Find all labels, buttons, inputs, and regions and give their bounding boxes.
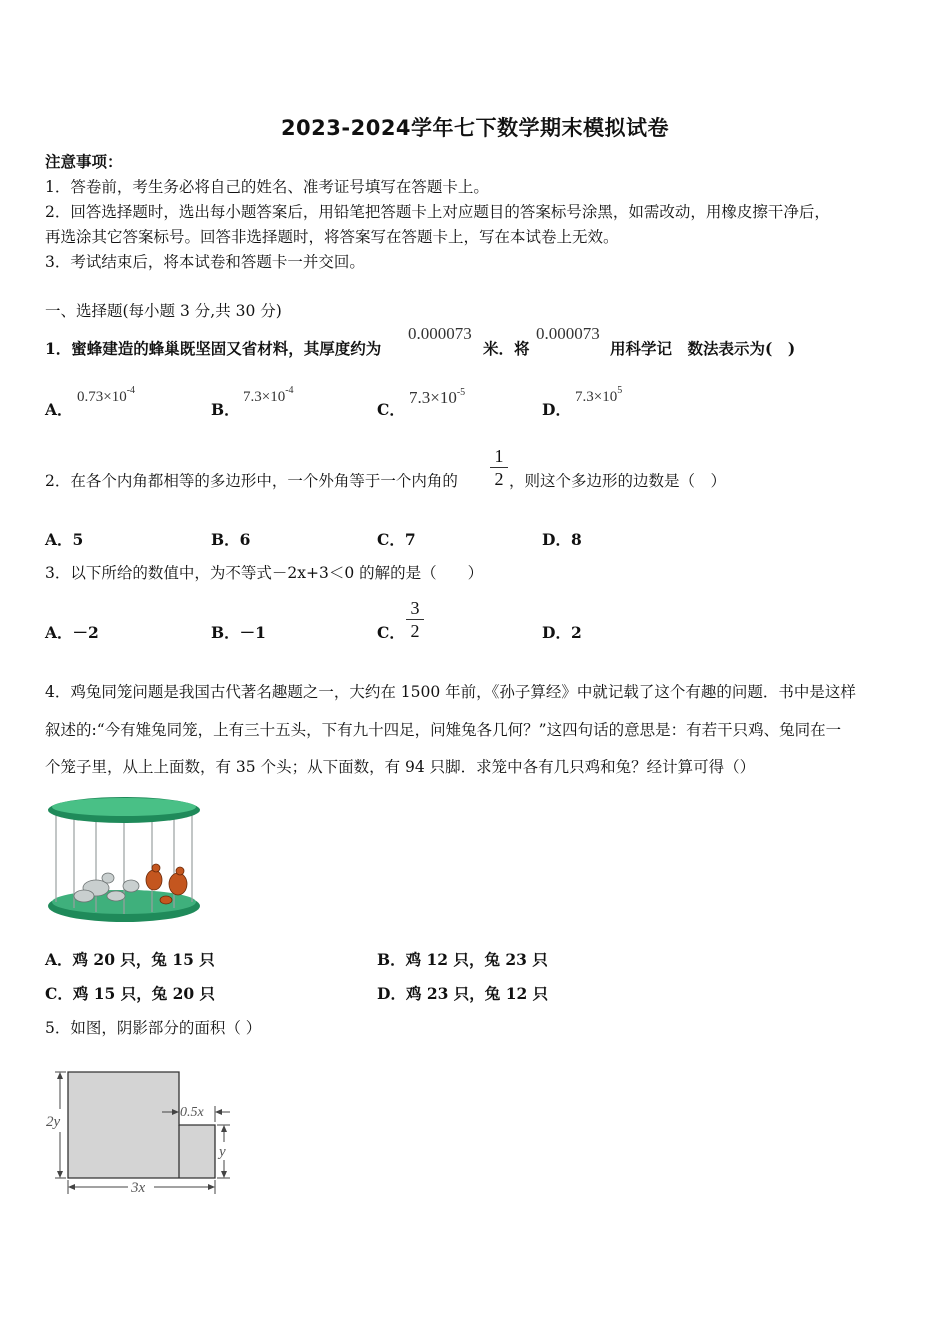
q1-option-b-label: B． (211, 400, 240, 419)
notice-line: 2．回答选择题时，选出每小题答案后，用铅笔把答题卡上对应题目的答案标号涂黑，如需改动，用橡皮擦干净后， (45, 203, 830, 221)
q1-option-c-value: $7.3\times 10^{-5}$ (409, 387, 466, 407)
label-y: y (219, 1144, 226, 1160)
section-heading: 一、选择题(每小题 3 分,共 30 分) (45, 302, 282, 320)
notice-heading: 注意事项： (45, 152, 123, 171)
q3-option-a: A．－2 (45, 623, 99, 642)
q4-stem-line: 4．鸡兔同笼问题是我国古代著名趣题之一，大约在 1500 年前，《孙子算经》中就记载了这个有趣的问题．书中是这样 (45, 683, 856, 701)
q3-option-d: D．2 (542, 623, 582, 642)
q2-option-c: C．7 (377, 530, 416, 549)
q5-stem: 5．如图，阴影部分的面积（ ） (45, 1019, 262, 1037)
q3-fraction: $\frac{3}{2}$ (406, 597, 424, 642)
q1-number-2: 0.000073 (536, 324, 600, 343)
q3-stem: 3．以下所给的数值中，为不等式－2x+3＜0 的解的是（ ） (45, 564, 484, 582)
q2-option-d: D．8 (542, 530, 582, 549)
q1-option-b-value: $7.3\times 10^{-4}$ (243, 385, 294, 405)
q3-option-b: B．－1 (211, 623, 266, 642)
q2-stem-part1: 2．在各个内角都相等的多边形中，一个外角等于一个内角的 (45, 472, 458, 490)
notice-line: 3．考试结束后，将本试卷和答题卡一并交回。 (45, 253, 365, 271)
shaded-area-figure (40, 1064, 240, 1200)
q1-stem-part1: 1．蜜蜂建造的蜂巢既坚固又省材料，其厚度约为 (45, 339, 382, 358)
chicken-rabbit-cage-illustration (46, 796, 202, 928)
q2-fraction: $\frac{1}{2}$ (490, 445, 508, 490)
q1-option-c-label: C． (377, 400, 405, 419)
q2-option-b: B．6 (211, 530, 251, 549)
q1-option-a-value: $0.73\times 10^{-4}$ (77, 385, 136, 405)
q1-stem-part2: 米．将 (483, 339, 530, 358)
q4-stem-line: 叙述的:“今有雉兔同笼，上有三十五头，下有九十四足，问雉兔各几何？”这四句话的意思是：有若干只鸡、兔同在一 (45, 721, 842, 739)
page-title: 2023-2024学年七下数学期末模拟试卷 (280, 116, 670, 140)
q1-option-a-label: A． (45, 400, 73, 419)
q2-option-a: A．5 (45, 530, 84, 549)
label-3x: 3x (131, 1180, 146, 1196)
q1-stem-part3: 用科学记 数法表示为( ) (610, 339, 796, 358)
q4-option-a: A．鸡 20 只，兔 15 只 (45, 950, 215, 969)
q4-stem-line: 个笼子里，从上上面数，有 35 个头；从下面数，有 94 只脚．求笼中各有几只鸡和兔？经计算可得（） (45, 758, 756, 776)
q4-option-c: C．鸡 15 只，兔 20 只 (45, 984, 216, 1003)
q1-option-d-value: $7.3\times 10^5$ (575, 385, 623, 405)
notice-line: 1．答卷前，考生务必将自己的姓名、准考证号填写在答题卡上。 (45, 178, 489, 196)
q2-stem-part2: ，则这个多边形的边数是（ ） (509, 472, 727, 490)
q1-option-d-label: D． (542, 400, 571, 419)
q4-option-d: D．鸡 23 只，兔 12 只 (377, 984, 549, 1003)
label-2y: 2y (46, 1114, 61, 1130)
q3-option-c: C． (377, 623, 405, 642)
notice-line: 再选涂其它答案标号。回答非选择题时，将答案写在答题卡上，写在本试卷上无效。 (45, 228, 619, 246)
label-0.5x: 0.5x (180, 1105, 204, 1120)
q1-number-1: 0.000073 (408, 324, 472, 343)
q4-option-b: B．鸡 12 只，兔 23 只 (377, 950, 548, 969)
